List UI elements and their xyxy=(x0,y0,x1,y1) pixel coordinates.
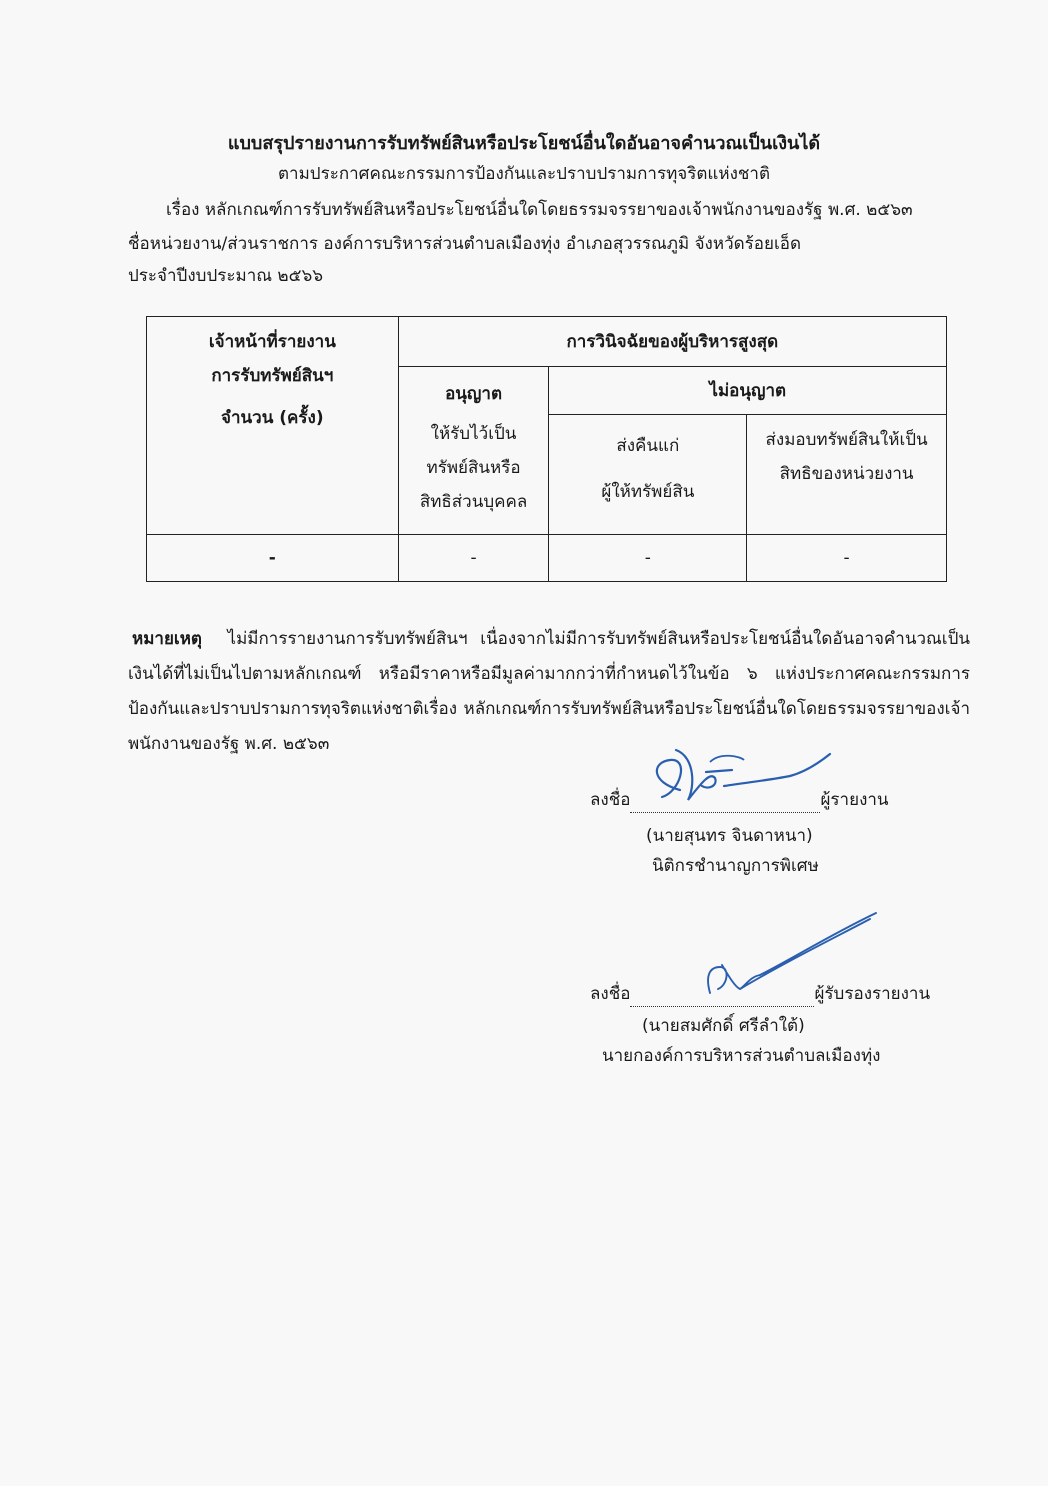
reporter-position: นิติกรชำนาญการพิเศษ xyxy=(652,856,819,876)
col1-line1: เจ้าหน้าที่รายงาน xyxy=(208,332,336,352)
reporter-signature xyxy=(640,742,840,812)
allow-desc-1: ให้รับไว้เป็น xyxy=(430,424,517,444)
return-line-1: ส่งคืนแก่ xyxy=(616,436,680,456)
col1-line2: การรับทรัพย์สินฯ xyxy=(211,366,334,386)
certifier-signature xyxy=(680,905,890,1005)
decision-header-cell xyxy=(398,317,946,367)
handover-cell xyxy=(747,415,947,535)
deny-header-cell xyxy=(549,367,947,415)
remark-text: ไม่มีการรายงานการรับทรัพย์สินฯ เนื่องจากไม่มีการรับทรัพย์สินหรือประโยชน์อื่นใดอันอาจคำนวณเป็นเงินได้ที่ไม่เป็นไปตามหลักเกณฑ์ หรือมีราคาหรือมีมูลค่ามากกว่าที่กำหนดไว้ในข้อ ๖ แห่งประกาศคณะกรรมการป้องกันและปราบปรามการทุจริตแห่งชาติเรื่อง หลักเกณฑ์การรับทรัพย์สินหรือประโยชน์อื่นใดโดยธรรมจรรยาของเจ้าพนักงานของรัฐ พ.ศ. ๒๕๖๓ xyxy=(128,629,970,754)
certifier-position: นายกองค์การบริหารส่วนตำบลเมืองทุ่ง xyxy=(602,1046,881,1066)
return-cell xyxy=(549,415,747,535)
handover-line-1: ส่งมอบทรัพย์สินให้เป็น xyxy=(765,430,928,450)
certifier-name: (นายสมศักดิ์ ศรีลำใต้) xyxy=(642,1016,805,1036)
allow-header: อนุญาต xyxy=(445,384,502,404)
agency-name: ชื่อหน่วยงาน/ส่วนราชการ องค์การบริหารส่วนตำบลเมืองทุ่ง อำเภอสุวรรณภูมิ จังหวัดร้อยเอ็ด xyxy=(128,234,802,254)
value-reporter-count: - xyxy=(147,535,399,582)
allow-desc-3: สิทธิส่วนบุคคล xyxy=(419,492,528,512)
report-title: แบบสรุปรายงานการรับทรัพย์สินหรือประโยชน์อื่นใดอันอาจคำนวณเป็นเงินได้ xyxy=(227,133,821,154)
remark-paragraph xyxy=(128,622,970,762)
fiscal-year: ประจำปีงบประมาณ ๒๕๖๖ xyxy=(128,266,324,286)
reporter-name: (นายสุนทร จินดาหนา) xyxy=(646,826,813,846)
value-handover: - xyxy=(747,535,947,582)
reporter-count-header xyxy=(147,317,399,535)
return-line-2: ผู้ให้ทรัพย์สิน xyxy=(601,482,695,502)
report-subtitle: ตามประกาศคณะกรรมการป้องกันและปราบปรามการทุจริตแห่งชาติ xyxy=(277,164,771,184)
allow-desc-2: ทรัพย์สินหรือ xyxy=(426,458,521,478)
reporter-sign-label: ลงชื่อ xyxy=(590,790,631,810)
report-table xyxy=(146,316,947,582)
certifier-sign-label: ลงชื่อ xyxy=(590,984,631,1004)
deny-header: ไม่อนุญาต xyxy=(709,381,787,401)
allow-cell xyxy=(398,367,549,535)
value-return: - xyxy=(549,535,747,582)
certifier-role: ผู้รับรองรายงาน xyxy=(814,984,931,1004)
value-allow: - xyxy=(398,535,549,582)
reporter-role: ผู้รายงาน xyxy=(820,790,889,810)
col1-line3: จำนวน (ครั้ง) xyxy=(221,408,324,428)
handover-line-2: สิทธิของหน่วยงาน xyxy=(779,464,914,484)
report-subject: เรื่อง หลักเกณฑ์การรับทรัพย์สินหรือประโยชน์อื่นใดโดยธรรมจรรยาของเจ้าพนักงานของรัฐ พ.ศ. ๒๕๖๓ xyxy=(166,200,913,220)
remark-label: หมายเหตุ xyxy=(132,629,202,649)
decision-header: การวินิจฉัยของผู้บริหารสูงสุด xyxy=(566,332,779,352)
